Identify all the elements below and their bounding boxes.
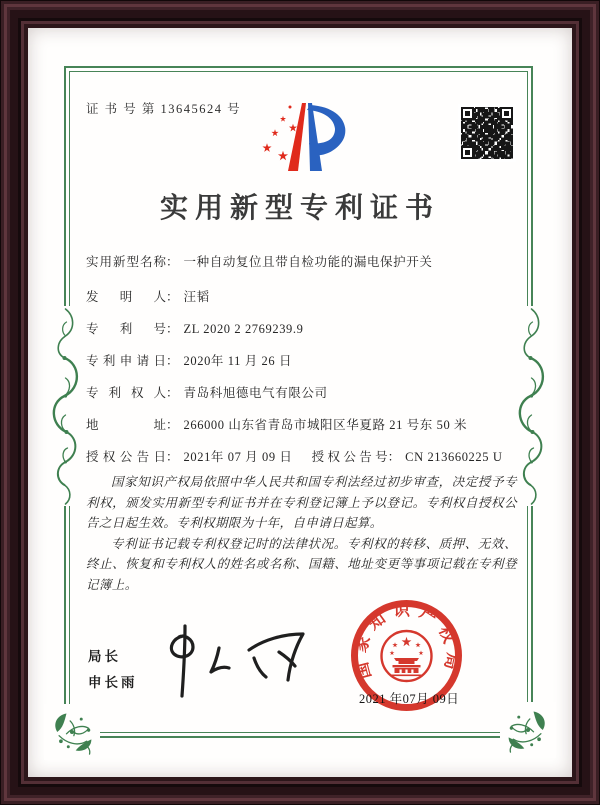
paragraph-register: 专利证书记载专利权登记时的法律状况。专利权的转移、质押、无效、终止、恢复和专利权人的姓名或名称、国籍、地址变更等事项记载在专利登记簿上。 [86, 536, 517, 592]
field-row-grant [86, 447, 532, 467]
field-colon: ： [166, 322, 179, 336]
field-label: 实用新型名称 [86, 255, 166, 269]
field-row-inventor [86, 287, 532, 307]
field-colon: ： [166, 255, 179, 269]
field-value: 266000 山东省青岛市城阳区华夏路 21 号东 50 米 [183, 418, 468, 432]
cnipa-logo-icon [250, 97, 358, 177]
corner-ornament-bottom-right-icon [500, 702, 556, 758]
field-label: 专利申请日 [86, 354, 166, 368]
field-colon: ： [166, 418, 179, 432]
field-colon: ： [166, 354, 179, 368]
field-colon: ： [166, 386, 179, 400]
field-value: 2020年 11 月 26 日 [183, 354, 293, 368]
field-value: 汪韬 [183, 290, 210, 304]
field-value: CN 213660225 U [405, 450, 503, 464]
field-colon: ： [166, 450, 179, 464]
legal-text [86, 472, 517, 595]
field-row-patentee [86, 383, 532, 403]
director-signature-icon [153, 620, 331, 706]
seal-org-text: 国家知识产权局 [350, 600, 463, 682]
field-row-filing-date [86, 351, 532, 371]
field-value: 青岛科旭德电气有限公司 [183, 386, 328, 400]
qr-code [458, 104, 516, 162]
field-value: ZL 2020 2 2769239.9 [183, 322, 304, 336]
field-value: 一种自动复位且带自检功能的漏电保护开关 [183, 255, 433, 269]
flourish-left-icon [50, 306, 81, 506]
director-title: 局长 [88, 649, 121, 664]
certificate-fields [86, 252, 532, 479]
certificate-title: 实用新型专利证书 [159, 193, 440, 224]
field-row-address [86, 415, 532, 435]
seal-date: 2021 年07月 09日 [359, 692, 460, 706]
field-value: 2021年 07 月 09 日 [183, 450, 293, 464]
corner-ornament-bottom-left-icon [44, 704, 100, 760]
field-label: 发明人 [86, 290, 166, 304]
field-label: 专利权人 [86, 386, 166, 400]
qr-finder-icon [500, 107, 513, 120]
qr-finder-icon [461, 146, 474, 159]
field-colon: ： [387, 450, 401, 464]
field-label: 授权公告号 [311, 450, 388, 464]
field-label: 专利号 [86, 322, 166, 336]
field-label: 地址 [86, 418, 166, 432]
certificate-number: 证 书 号 第 13645624 号 [86, 102, 242, 116]
field-label: 授权公告日 [86, 450, 166, 464]
field-row-patent-no [86, 319, 532, 339]
director-name: 申长雨 [88, 675, 138, 690]
field-row-name [86, 252, 532, 272]
field-group-grant-date [86, 450, 296, 464]
qr-finder-icon [461, 107, 474, 120]
field-group-grant-no [312, 450, 503, 464]
field-colon: ： [166, 290, 179, 304]
paragraph-grant: 国家知识产权局依照中华人民共和国专利法经过初步审查，决定授予专利权，颁发实用新型专利证书并在专利登记簿上予以登记。专利权自授权公告之日起生效。专利权期限为十年，自申请日起算。 [86, 475, 517, 530]
